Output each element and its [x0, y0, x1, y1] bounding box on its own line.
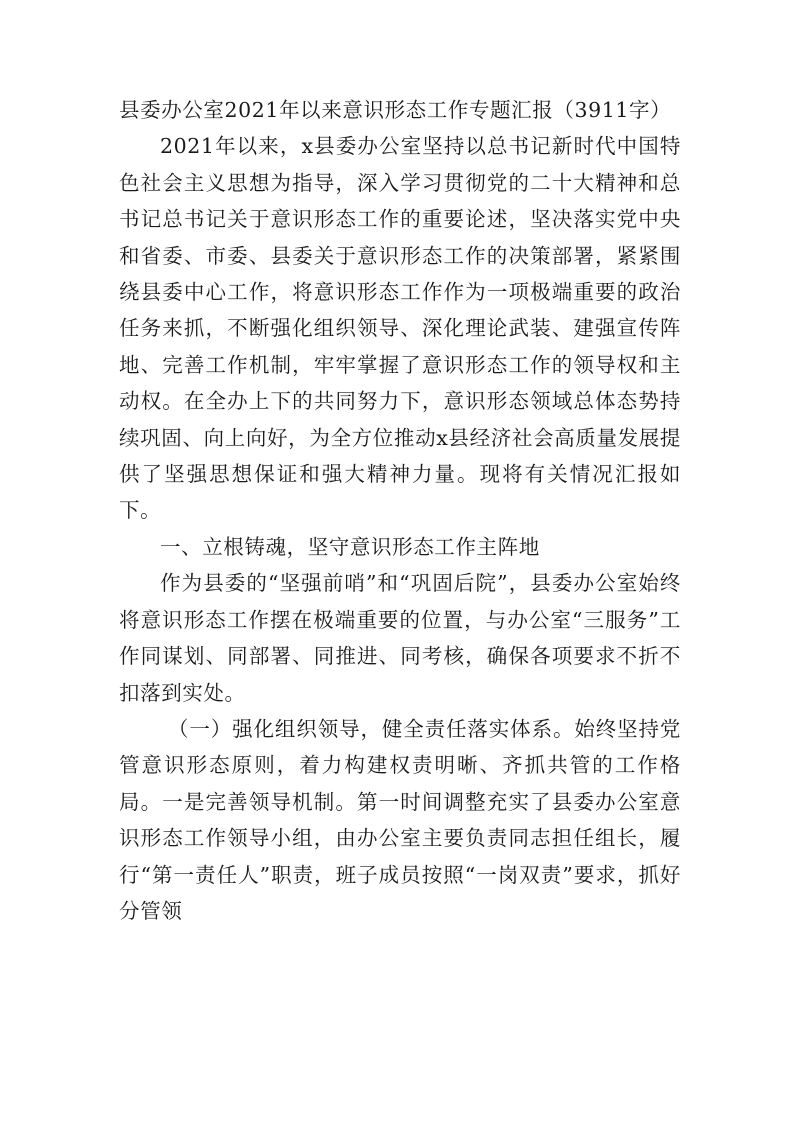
document-body — [119, 92, 681, 929]
paragraph-section-1: 作为县委的“坚强前哨”和“巩固后院”，县委办公室始终将意识形态工作摆在极端重要的位置，与办公室“三服务”工作同谋划、同部署、同推进、同考核，确保各项要求不折不扣落到实处。 — [119, 571, 681, 705]
paragraph-subsection-1: （一）强化组织领导，健全责任落实体系。始终坚持党管意识形态原则，着力构建权责明晰、齐抓共管的工作格局。一是完善领导机制。第一时间调整充实了县委办公室意识形态工作领导小组，由办公室主要负责同志担任组长，履行“第一责任人”职责，班子成员按照“一岗双责”要求，抓好分管领 — [119, 716, 681, 923]
paragraph-intro: 2021年以来，x县委办公室坚持以总书记新时代中国特色社会主义思想为指导，深入学习贯彻党的二十大精神和总书记总书记关于意识形态工作的重要论述，坚决落实党中央和省委、市委、县委关于意识形态工作的决策部署，紧紧围绕县委中心工作，将意识形态工作作为一项极端重要的政治任务来抓，不断强化组织领导、深化理论武装、建强宣传阵地、完善工作机制，牢牢掌握了意识形态工作的领导权和主动权。在全办上下的共同努力下，意识形态领域总体态势持续巩固、向上向好，为全方位推动x县经济社会高质量发展提供了坚强思想保证和强大精神力量。现将有关情况汇报如下。 — [119, 134, 681, 523]
document-title: 县委办公室2021年以来意识形态工作专题汇报（3911字） — [119, 98, 672, 122]
section-heading-1: 一、立根铸魂，坚守意识形态工作主阵地 — [160, 534, 540, 559]
